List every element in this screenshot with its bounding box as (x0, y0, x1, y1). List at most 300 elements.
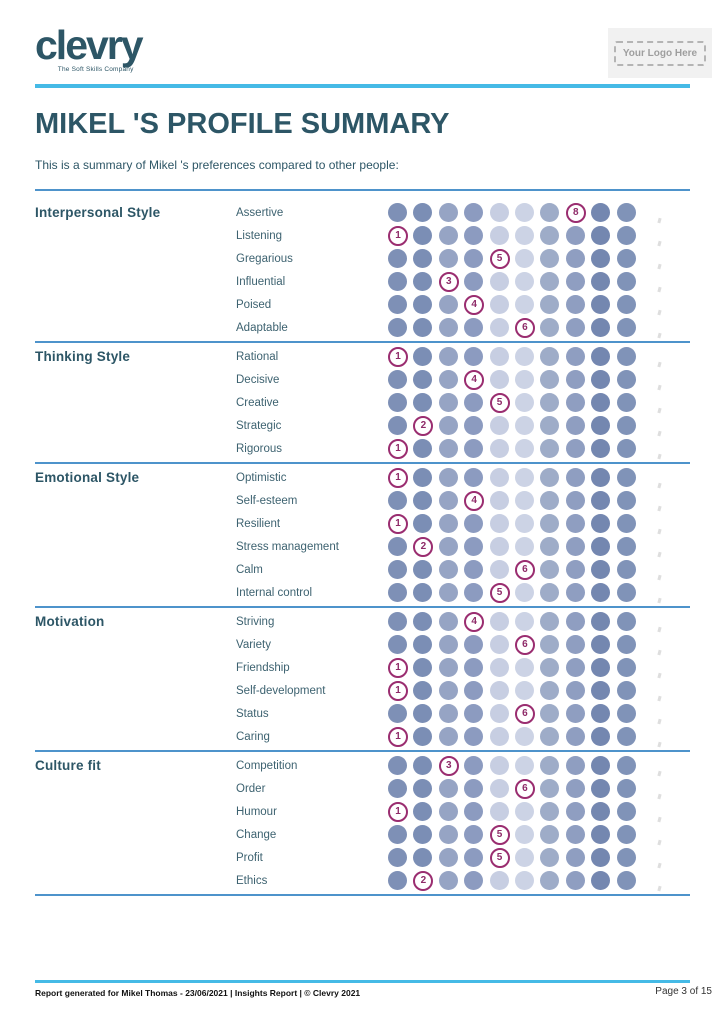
scale-dot (464, 537, 483, 556)
score-marker: 5 (490, 583, 510, 603)
scale-dot (413, 347, 432, 366)
scale-dot (566, 318, 585, 337)
trait-row (236, 535, 690, 558)
faint-artifact-tick (657, 626, 661, 631)
scale-dot (617, 249, 636, 268)
scale-dot (566, 370, 585, 389)
scale-dot (464, 468, 483, 487)
scale-dot (566, 560, 585, 579)
scale-dot (490, 318, 509, 337)
scale-dot (540, 825, 559, 844)
scale-dot (490, 370, 509, 389)
scale-dot (464, 802, 483, 821)
trait-label: Humour (236, 805, 277, 818)
scale-dot (464, 871, 483, 890)
scale-dot (515, 848, 534, 867)
scale-dot (464, 681, 483, 700)
scale-dot (566, 727, 585, 746)
score-marker: 4 (464, 612, 484, 632)
scale-dot (591, 537, 610, 556)
score-marker: 6 (515, 704, 535, 724)
profile-summary-table (35, 189, 690, 896)
sten-scale (388, 491, 642, 511)
sten-scale (388, 825, 642, 845)
scale-dot (617, 272, 636, 291)
trait-row (236, 414, 690, 437)
sten-scale (388, 272, 642, 292)
scale-dot (591, 318, 610, 337)
scale-dot (439, 347, 458, 366)
clevry-logo-tagline: The Soft Skills Company (57, 65, 134, 73)
scale-dot (540, 370, 559, 389)
trait-row (236, 489, 690, 512)
trait-label: Creative (236, 396, 279, 409)
scale-dot (617, 612, 636, 631)
trait-label: Order (236, 782, 266, 795)
scale-dot (591, 802, 610, 821)
scale-dot (617, 871, 636, 890)
scale-dot (566, 439, 585, 458)
category-label: Motivation (35, 614, 105, 629)
scale-dot (388, 272, 407, 291)
footer-divider-rule (35, 980, 690, 983)
sten-scale (388, 704, 642, 724)
trait-label: Stress management (236, 540, 339, 553)
trait-row (236, 846, 690, 869)
sten-scale (388, 249, 642, 269)
scale-dot (464, 249, 483, 268)
scale-dot (413, 393, 432, 412)
scale-dot (388, 825, 407, 844)
trait-label: Self-esteem (236, 494, 298, 507)
sten-scale (388, 612, 642, 632)
sten-scale (388, 439, 642, 459)
scale-dot (617, 226, 636, 245)
scale-dot (566, 491, 585, 510)
scale-dot (464, 756, 483, 775)
scale-dot (439, 439, 458, 458)
faint-artifact-tick (657, 597, 661, 602)
scale-dot (617, 635, 636, 654)
scale-dot (464, 393, 483, 412)
sten-scale (388, 681, 642, 701)
scale-dot (388, 756, 407, 775)
scale-dot (540, 439, 559, 458)
scale-dot (464, 272, 483, 291)
score-marker: 1 (388, 802, 408, 822)
scale-dot (515, 658, 534, 677)
scale-dot (540, 272, 559, 291)
trait-row (236, 656, 690, 679)
scale-dot (490, 612, 509, 631)
scale-dot (413, 226, 432, 245)
scale-dot (591, 635, 610, 654)
scale-dot (464, 226, 483, 245)
scale-dot (591, 416, 610, 435)
scale-dot (490, 681, 509, 700)
score-marker: 4 (464, 295, 484, 315)
scale-dot (388, 318, 407, 337)
score-marker: 8 (566, 203, 586, 223)
scale-dot (566, 514, 585, 533)
scale-dot (413, 468, 432, 487)
scale-dot (490, 635, 509, 654)
trait-row (236, 725, 690, 748)
footer-page-number: Page 3 of 15 (655, 986, 712, 997)
trait-row (236, 702, 690, 725)
faint-artifact-tick (657, 793, 661, 798)
scale-dot (464, 583, 483, 602)
scale-dot (490, 871, 509, 890)
scale-dot (515, 272, 534, 291)
sten-scale (388, 727, 642, 747)
scale-dot (515, 393, 534, 412)
trait-row (236, 581, 690, 604)
scale-dot (515, 756, 534, 775)
scale-dot (490, 779, 509, 798)
faint-artifact-tick (657, 885, 661, 890)
scale-dot (439, 681, 458, 700)
faint-artifact-tick (657, 240, 661, 245)
scale-dot (413, 439, 432, 458)
scale-dot (515, 681, 534, 700)
sten-scale (388, 226, 642, 246)
scale-dot (617, 295, 636, 314)
score-marker: 3 (439, 272, 459, 292)
scale-dot (566, 681, 585, 700)
scale-dot (540, 560, 559, 579)
category-label: Emotional Style (35, 470, 140, 485)
scale-dot (439, 612, 458, 631)
page-title: MIKEL 'S PROFILE SUMMARY (35, 108, 450, 140)
trait-label: Variety (236, 638, 271, 651)
scale-dot (515, 249, 534, 268)
scale-dot (413, 825, 432, 844)
trait-label: Optimistic (236, 471, 287, 484)
trait-label: Caring (236, 730, 270, 743)
scale-dot (566, 468, 585, 487)
scale-dot (490, 468, 509, 487)
faint-artifact-tick (657, 217, 661, 222)
scale-dot (413, 583, 432, 602)
scale-dot (617, 658, 636, 677)
category-label: Interpersonal Style (35, 205, 161, 220)
score-marker: 5 (490, 848, 510, 868)
scale-dot (566, 871, 585, 890)
sten-scale (388, 635, 642, 655)
scale-dot (591, 468, 610, 487)
faint-artifact-tick (657, 430, 661, 435)
scale-dot (617, 318, 636, 337)
score-marker: 3 (439, 756, 459, 776)
scale-dot (540, 537, 559, 556)
scale-dot (591, 871, 610, 890)
scale-dot (591, 727, 610, 746)
scale-dot (591, 249, 610, 268)
scale-dot (515, 825, 534, 844)
score-marker: 2 (413, 871, 433, 891)
scale-dot (515, 295, 534, 314)
faint-artifact-tick (657, 816, 661, 821)
scale-dot (591, 491, 610, 510)
scale-dot (540, 612, 559, 631)
scale-dot (617, 491, 636, 510)
scale-dot (515, 514, 534, 533)
trait-label: Gregarious (236, 252, 293, 265)
sten-scale (388, 514, 642, 534)
scale-dot (617, 203, 636, 222)
scale-dot (617, 370, 636, 389)
section-emotional-style (35, 462, 690, 606)
scale-dot (439, 537, 458, 556)
scale-dot (490, 560, 509, 579)
scale-dot (439, 468, 458, 487)
scale-dot (490, 226, 509, 245)
scale-dot (617, 681, 636, 700)
scale-dot (591, 704, 610, 723)
scale-dot (439, 203, 458, 222)
scale-dot (540, 468, 559, 487)
scale-dot (464, 635, 483, 654)
scale-dot (591, 848, 610, 867)
trait-label: Rational (236, 350, 279, 363)
score-marker: 4 (464, 491, 484, 511)
scale-dot (464, 318, 483, 337)
faint-artifact-tick (657, 528, 661, 533)
client-logo-placeholder (608, 28, 712, 78)
scale-dot (413, 779, 432, 798)
scale-dot (439, 491, 458, 510)
trait-row (236, 610, 690, 633)
scale-dot (617, 468, 636, 487)
scale-dot (566, 537, 585, 556)
faint-artifact-tick (657, 263, 661, 268)
scale-dot (591, 825, 610, 844)
faint-artifact-tick (657, 695, 661, 700)
scale-dot (515, 802, 534, 821)
trait-label: Assertive (236, 206, 284, 219)
faint-artifact-tick (657, 309, 661, 314)
sten-scale (388, 779, 642, 799)
scale-dot (439, 704, 458, 723)
scale-dot (515, 537, 534, 556)
scale-dot (566, 347, 585, 366)
scale-dot (388, 848, 407, 867)
client-logo-placeholder-label: Your Logo Here (614, 41, 706, 66)
trait-label: Influential (236, 275, 286, 288)
scale-dot (540, 727, 559, 746)
scale-dot (439, 416, 458, 435)
scale-dot (439, 393, 458, 412)
scale-dot (388, 583, 407, 602)
scale-dot (388, 491, 407, 510)
trait-label: Strategic (236, 419, 282, 432)
scale-dot (413, 370, 432, 389)
category-label: Culture fit (35, 758, 101, 773)
scale-dot (591, 370, 610, 389)
faint-artifact-tick (657, 286, 661, 291)
scale-dot (439, 318, 458, 337)
sten-scale (388, 871, 642, 891)
scale-dot (439, 226, 458, 245)
trait-row (236, 224, 690, 247)
scale-dot (540, 583, 559, 602)
scale-dot (413, 848, 432, 867)
scale-dot (388, 416, 407, 435)
scale-dot (591, 756, 610, 775)
trait-row (236, 368, 690, 391)
scale-dot (490, 727, 509, 746)
scale-dot (413, 295, 432, 314)
scale-dot (566, 416, 585, 435)
scale-dot (591, 612, 610, 631)
trait-row (236, 437, 690, 460)
score-marker: 1 (388, 226, 408, 246)
scale-dot (566, 635, 585, 654)
scale-dot (591, 295, 610, 314)
trait-label: Rigorous (236, 442, 283, 455)
sten-scale (388, 658, 642, 678)
scale-dot (490, 203, 509, 222)
trait-row (236, 201, 690, 224)
trait-row (236, 247, 690, 270)
faint-artifact-tick (657, 361, 661, 366)
score-marker: 1 (388, 681, 408, 701)
category-label: Thinking Style (35, 349, 131, 364)
scale-dot (591, 658, 610, 677)
score-marker: 6 (515, 560, 535, 580)
scale-dot (464, 848, 483, 867)
scale-dot (540, 295, 559, 314)
scale-dot (617, 537, 636, 556)
sten-scale (388, 416, 642, 436)
scale-dot (388, 295, 407, 314)
section-culture-fit (35, 750, 690, 896)
scale-dot (515, 727, 534, 746)
faint-artifact-tick (657, 770, 661, 775)
category-rows (236, 610, 690, 748)
scale-dot (515, 491, 534, 510)
scale-dot (540, 318, 559, 337)
scale-dot (515, 370, 534, 389)
scale-dot (464, 658, 483, 677)
scale-dot (490, 704, 509, 723)
scale-dot (490, 491, 509, 510)
scale-dot (490, 658, 509, 677)
trait-label: Friendship (236, 661, 290, 674)
scale-dot (591, 779, 610, 798)
trait-label: Poised (236, 298, 272, 311)
faint-artifact-tick (657, 672, 661, 677)
scale-dot (566, 825, 585, 844)
scale-dot (413, 704, 432, 723)
scale-dot (464, 439, 483, 458)
trait-row (236, 679, 690, 702)
scale-dot (617, 416, 636, 435)
scale-dot (617, 704, 636, 723)
scale-dot (591, 439, 610, 458)
scale-dot (439, 871, 458, 890)
faint-artifact-tick (657, 332, 661, 337)
trait-row (236, 558, 690, 581)
trait-label: Striving (236, 615, 275, 628)
scale-dot (540, 635, 559, 654)
scale-dot (540, 491, 559, 510)
sten-scale (388, 295, 642, 315)
scale-dot (617, 347, 636, 366)
scale-dot (413, 491, 432, 510)
scale-dot (540, 393, 559, 412)
score-marker: 1 (388, 514, 408, 534)
trait-row (236, 466, 690, 489)
scale-dot (617, 727, 636, 746)
score-marker: 6 (515, 318, 535, 338)
faint-artifact-tick (657, 741, 661, 746)
faint-artifact-tick (657, 407, 661, 412)
scale-dot (413, 612, 432, 631)
scale-dot (540, 249, 559, 268)
scale-dot (515, 583, 534, 602)
sten-scale (388, 848, 642, 868)
scale-dot (464, 825, 483, 844)
scale-dot (617, 514, 636, 533)
scale-dot (490, 537, 509, 556)
scale-dot (413, 560, 432, 579)
trait-label: Internal control (236, 586, 313, 599)
scale-dot (490, 514, 509, 533)
scale-dot (540, 779, 559, 798)
trait-row (236, 869, 690, 892)
scale-dot (388, 370, 407, 389)
scale-dot (540, 756, 559, 775)
scale-dot (413, 318, 432, 337)
scale-dot (413, 681, 432, 700)
score-marker: 4 (464, 370, 484, 390)
score-marker: 1 (388, 468, 408, 488)
scale-dot (566, 779, 585, 798)
category-rows (236, 754, 690, 892)
trait-label: Decisive (236, 373, 280, 386)
scale-dot (464, 514, 483, 533)
scale-dot (439, 635, 458, 654)
section-thinking-style (35, 341, 690, 462)
scale-dot (388, 635, 407, 654)
scale-dot (540, 658, 559, 677)
trait-row (236, 345, 690, 368)
scale-dot (566, 658, 585, 677)
header-divider-rule (35, 84, 690, 88)
category-rows (236, 201, 690, 339)
scale-dot (413, 203, 432, 222)
scale-dot (617, 393, 636, 412)
scale-dot (439, 295, 458, 314)
score-marker: 5 (490, 393, 510, 413)
scale-dot (617, 848, 636, 867)
faint-artifact-tick (657, 649, 661, 654)
scale-dot (388, 704, 407, 723)
scale-dot (591, 226, 610, 245)
scale-dot (591, 203, 610, 222)
scale-dot (439, 658, 458, 677)
section-interpersonal-style (35, 189, 690, 341)
sten-scale (388, 468, 642, 488)
trait-row (236, 800, 690, 823)
faint-artifact-tick (657, 505, 661, 510)
scale-dot (490, 416, 509, 435)
scale-dot (540, 514, 559, 533)
clevry-logo-wordmark: clevry (35, 22, 142, 68)
trait-row (236, 316, 690, 339)
